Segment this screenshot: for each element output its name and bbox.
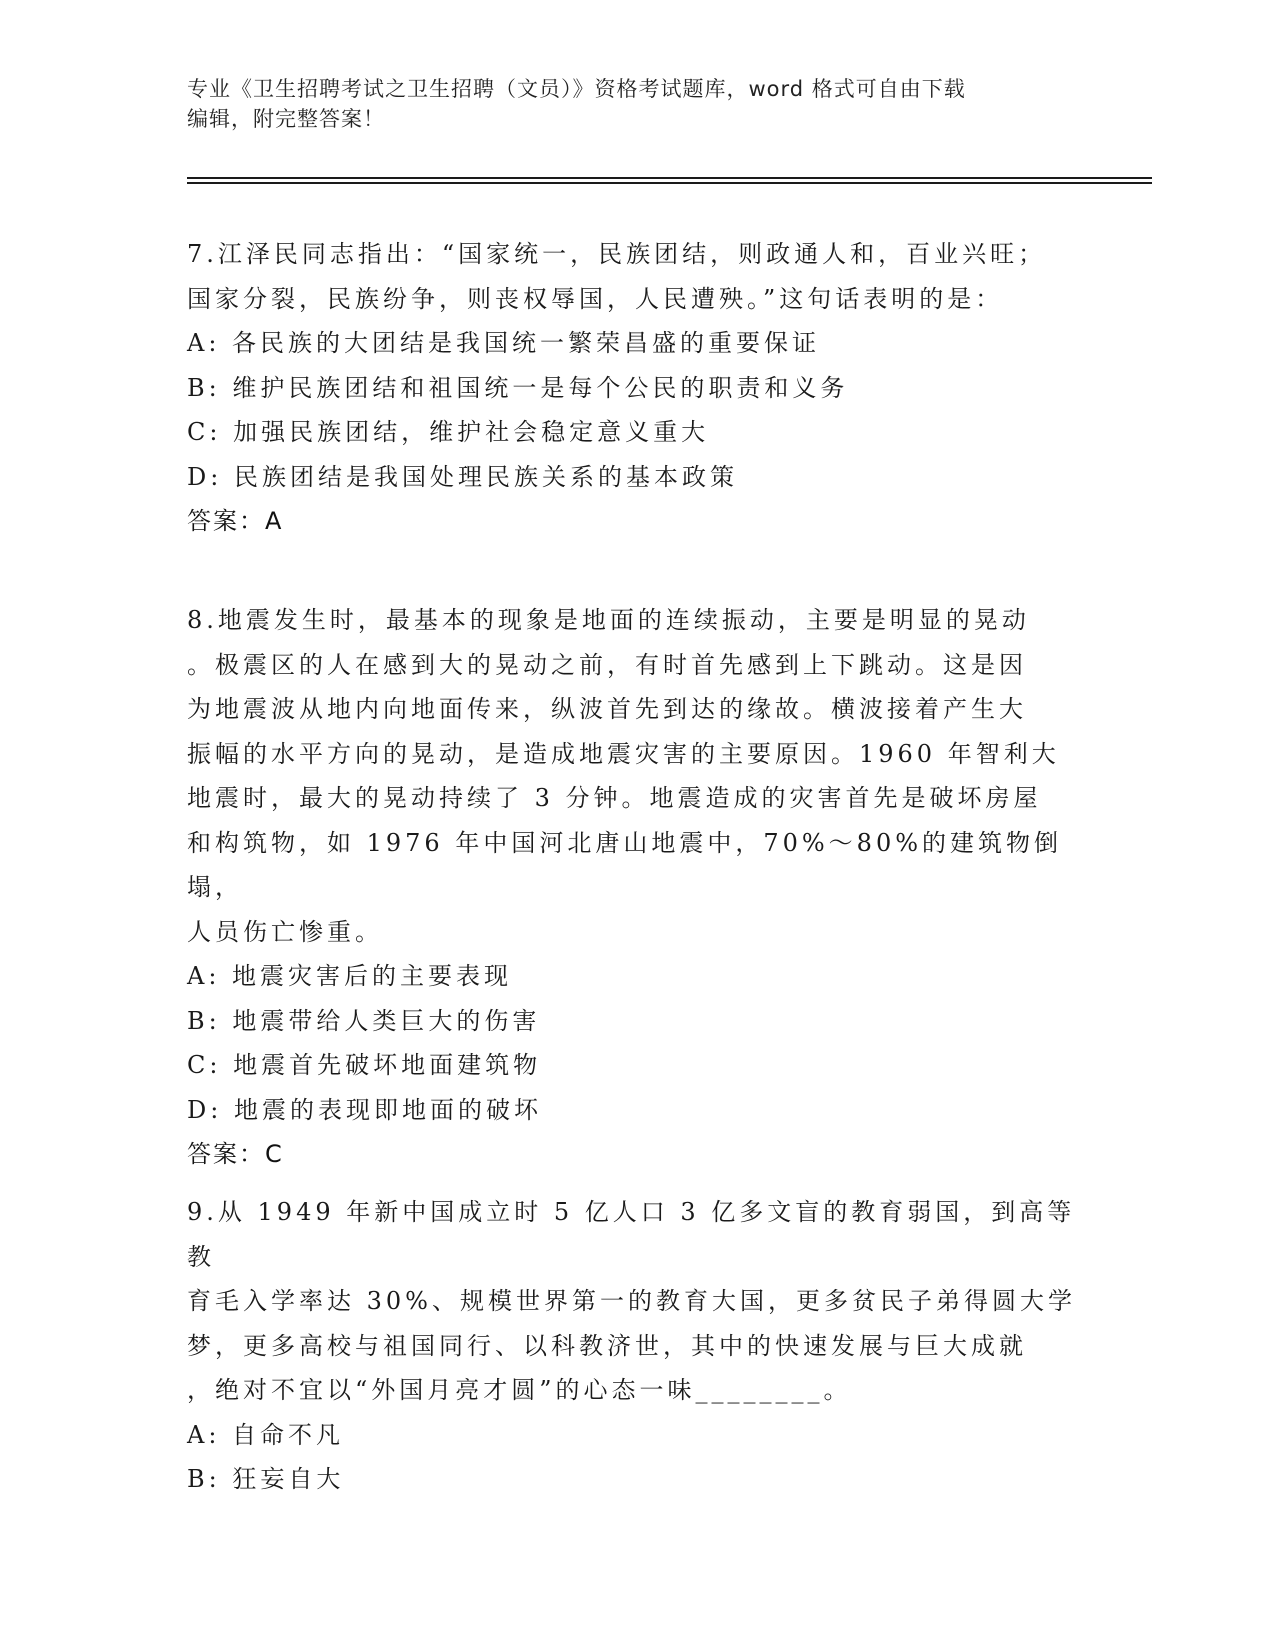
question-7-option-a: A: 各民族的大团结是我国统一繁荣昌盛的重要保证 (187, 329, 821, 357)
question-8-stem-line-5: 地震时，最大的晃动持续了 3 分钟。地震造成的灾害首先是破坏房屋 (187, 784, 1042, 812)
question-9-stem-line-3: 梦，更多高校与祖国同行、以科教济世，其中的快速发展与巨大成就 (187, 1331, 1027, 1360)
question-8-stem-line-7: 人员伤亡惨重。 (187, 917, 383, 946)
question-7-option-b: B: 维护民族团结和祖国统一是每个公民的职责和义务 (187, 373, 849, 402)
question-8-stem-line-1: 8.地震发生时，最基本的现象是地面的连续振动，主要是明显的晃动 (187, 606, 1030, 634)
header-rule-bottom (187, 182, 1152, 184)
question-9-stem-line-4: ，绝对不宜以“外国月亮才圆”的心态一味________。 (187, 1376, 852, 1404)
question-8-option-a: A: 地震灾害后的主要表现 (187, 962, 513, 990)
question-7-option-c: C: 加强民族团结，维护社会稳定意义重大 (187, 418, 710, 446)
header-rule-top (187, 177, 1152, 179)
header-line-1: 专业《卫生招聘考试之卫生招聘（文员）》资格考试题库，word 格式可自由下载 (187, 77, 966, 101)
document-header (187, 74, 1087, 134)
question-9-option-b: B: 狂妄自大 (187, 1465, 345, 1493)
question-7 (187, 232, 1087, 544)
question-8-stem-line-4: 振幅的水平方向的晃动，是造成地震灾害的主要原因。1960 年智利大 (187, 739, 1060, 768)
question-8-option-c: C: 地震首先破坏地面建筑物 (187, 1051, 542, 1079)
question-9-option-a: A: 自命不凡 (187, 1420, 345, 1449)
question-7-stem-line-1: 7.江泽民同志指出：“国家统一，民族团结，则政通人和，百业兴旺； (187, 240, 1047, 268)
question-8-stem-line-2: 。极震区的人在感到大的晃动之前，有时首先感到上下跳动。这是因 (187, 650, 1027, 679)
question-8-option-d: D: 地震的表现即地面的破坏 (187, 1095, 542, 1124)
question-8-answer: 答案：C (187, 1140, 284, 1168)
header-line-2: 编辑，附完整答案！ (187, 107, 385, 131)
question-8-option-b: B: 地震带给人类巨大的伤害 (187, 1006, 541, 1035)
question-8-stem-line-6: 和构筑物，如 1976 年中国河北唐山地震中，70%～80%的建筑物倒塌， (187, 828, 1063, 901)
question-7-stem-line-2: 国家分裂，民族纷争，则丧权辱国，人民遭殃。”这句话表明的是： (187, 284, 1004, 313)
question-9-stem-line-1: 9.从 1949 年新中国成立时 5 亿人口 3 亿多文盲的教育弱国，到高等教 (187, 1198, 1076, 1271)
question-7-answer: 答案：A (187, 507, 284, 535)
question-8 (187, 598, 1087, 1177)
question-9-stem-line-2: 育毛入学率达 30%、规模世界第一的教育大国，更多贫民子弟得圆大学 (187, 1287, 1076, 1315)
question-7-option-d: D: 民族团结是我国处理民族关系的基本政策 (187, 462, 738, 491)
question-8-stem-line-3: 为地震波从地内向地面传来，纵波首先到达的缘故。横波接着产生大 (187, 695, 1027, 723)
question-9 (187, 1190, 1087, 1502)
